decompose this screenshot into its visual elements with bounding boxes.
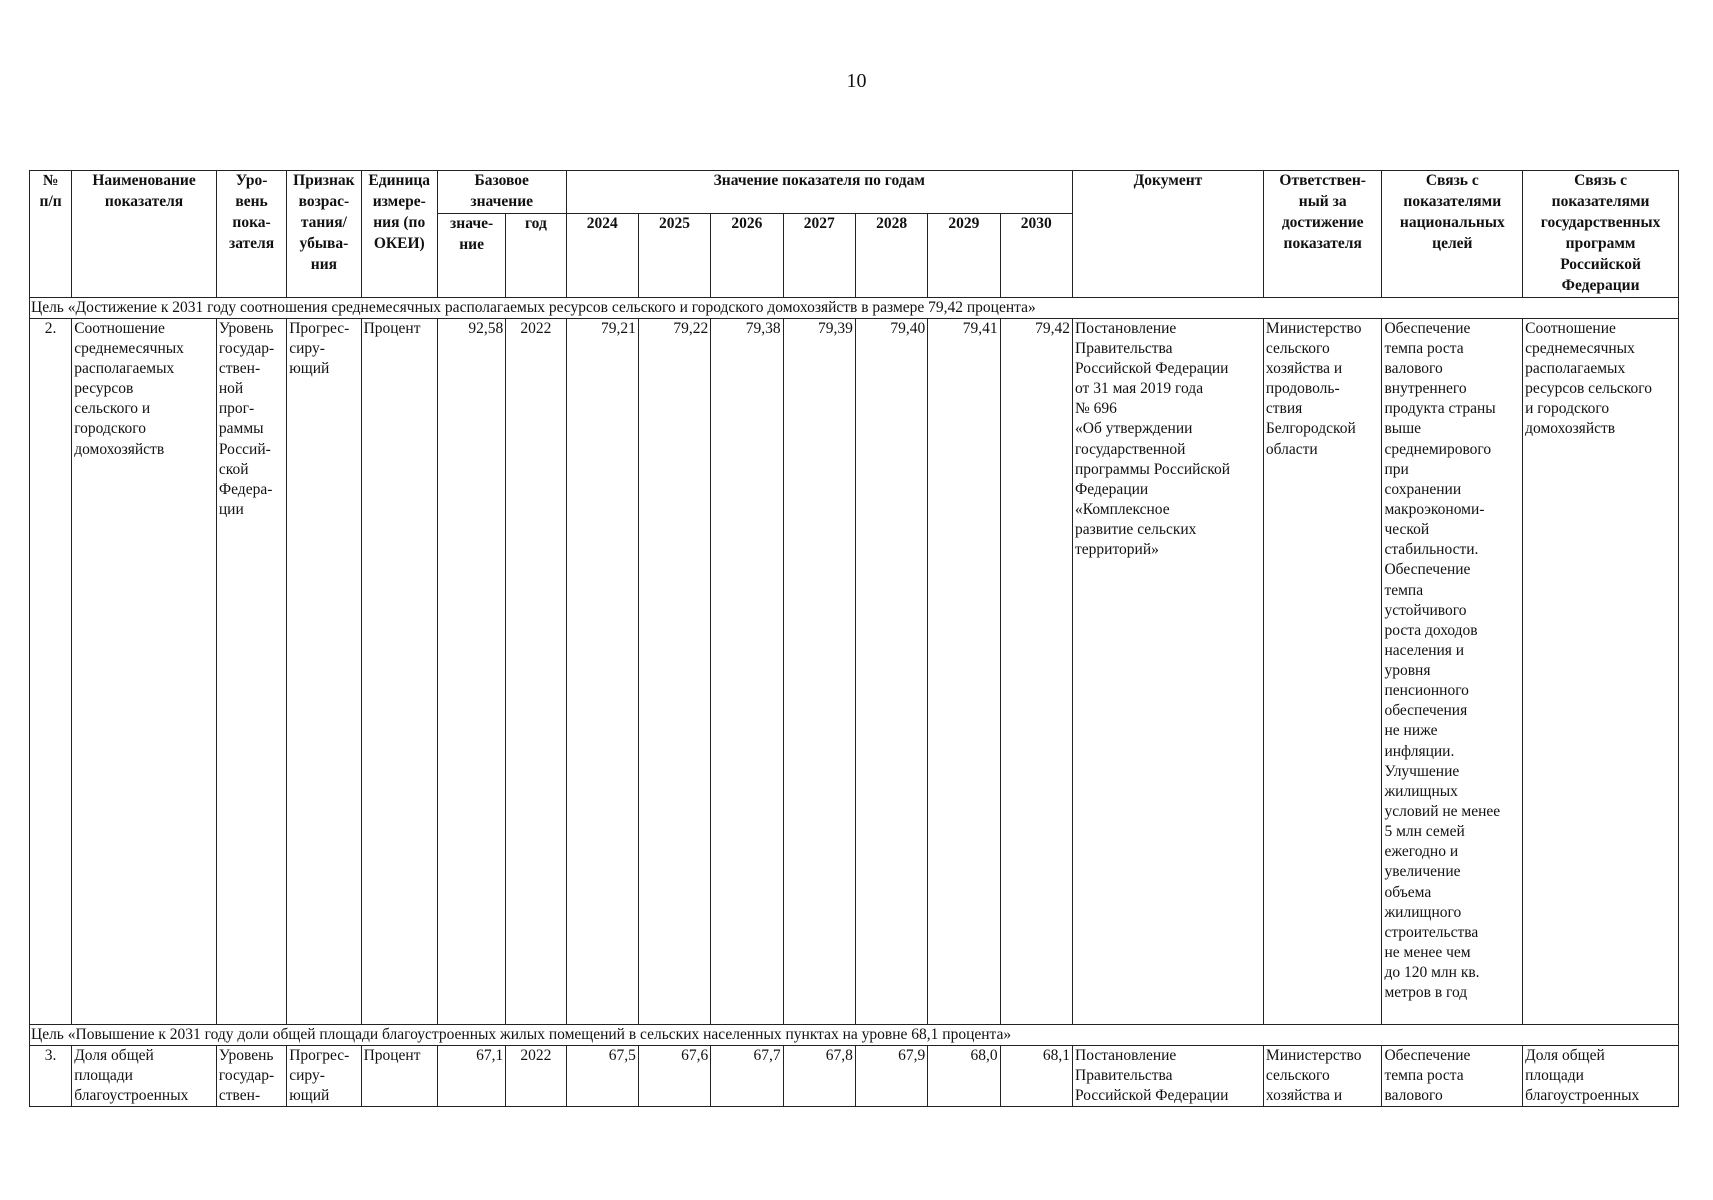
row-base-value: 92,58 xyxy=(437,318,505,1024)
row-level: Уровень государ- ствен- ной прог- раммы Россий- ской Федера- ции xyxy=(216,318,286,1024)
header-year: 2030 xyxy=(1000,214,1072,297)
header-year: 2026 xyxy=(711,214,783,297)
goal-text: Цель «Достижение к 2031 году соотношения среднемесячных располагаемых ресурсов сельского и городского домохозяйств в размере 79,42 процента» xyxy=(30,297,1679,318)
header-year: 2025 xyxy=(638,214,710,297)
row-name: Соотношение среднемесячных располагаемых ресурсов сельского и городского домохозяйств xyxy=(72,318,217,1024)
row-value: 67,6 xyxy=(638,1045,710,1106)
row-trend: Прогрес- сиру- ющий xyxy=(287,1045,361,1106)
row-value: 67,9 xyxy=(855,1045,927,1106)
header-year: 2028 xyxy=(855,214,927,297)
row-national-goals: Обеспечение темпа роста валового xyxy=(1382,1045,1523,1106)
row-value: 79,22 xyxy=(638,318,710,1024)
header-responsible: Ответствен- ный за достижение показателя xyxy=(1263,171,1382,298)
header-year: 2027 xyxy=(783,214,855,297)
row-value: 67,5 xyxy=(566,1045,638,1106)
row-value: 79,40 xyxy=(855,318,927,1024)
table-row xyxy=(30,1045,1679,1106)
table-row xyxy=(30,318,1679,1024)
row-level: Уровень государ- ствен- xyxy=(216,1045,286,1106)
header-level: Уро- вень пока- зателя xyxy=(216,171,286,298)
header-base: Базовое значение xyxy=(437,171,566,214)
row-name: Доля общей площади благоустроенных xyxy=(72,1045,217,1106)
row-value: 79,42 xyxy=(1000,318,1072,1024)
row-state-programs: Соотношение среднемесячных располагаемых ресурсов сельского и городского домохозяйств xyxy=(1523,318,1679,1024)
goal-row xyxy=(30,1024,1679,1045)
header-years-group: Значение показателя по годам xyxy=(566,171,1072,214)
row-responsible: Министерство сельского хозяйства и xyxy=(1263,1045,1382,1106)
header-trend: Признак возрас- тания/ убыва- ния xyxy=(287,171,361,298)
row-unit: Процент xyxy=(361,318,437,1024)
row-value: 68,0 xyxy=(928,1045,1000,1106)
row-value: 79,38 xyxy=(711,318,783,1024)
row-base-year: 2022 xyxy=(506,1045,566,1106)
header-state-programs: Связь с показателями государственных программ Российской Федерации xyxy=(1523,171,1679,298)
header-name: Наименование показателя xyxy=(72,171,217,298)
row-value: 79,39 xyxy=(783,318,855,1024)
header-year: 2029 xyxy=(928,214,1000,297)
goal-text: Цель «Повышение к 2031 году доли общей площади благоустроенных жилых помещений в сельских населенных пунктах на уровне 68,1 процента» xyxy=(30,1024,1679,1045)
goal-row xyxy=(30,297,1679,318)
header-year: 2024 xyxy=(566,214,638,297)
row-state-programs: Доля общей площади благоустроенных xyxy=(1523,1045,1679,1106)
header-row-1 xyxy=(30,171,1679,214)
indicators-table xyxy=(29,170,1679,1107)
row-num: 3. xyxy=(30,1045,72,1106)
row-document: Постановление Правительства Российской Федерации xyxy=(1073,1045,1264,1106)
row-base-value: 67,1 xyxy=(437,1045,505,1106)
row-document: Постановление Правительства Российской Федерации от 31 мая 2019 года № 696 «Об утверждении государственной программы Российской Федерации «Комплексное развитие сельских территорий» xyxy=(1073,318,1264,1024)
header-base-year: год xyxy=(506,214,566,297)
row-base-year: 2022 xyxy=(506,318,566,1024)
page-number: 10 xyxy=(846,70,867,92)
row-responsible: Министерство сельского хозяйства и продоволь- ствия Белгородской области xyxy=(1263,318,1382,1024)
row-value: 79,21 xyxy=(566,318,638,1024)
header-document: Документ xyxy=(1073,171,1264,298)
row-value: 67,8 xyxy=(783,1045,855,1106)
row-value: 68,1 xyxy=(1000,1045,1072,1106)
row-national-goals: Обеспечение темпа роста валового внутреннего продукта страны выше среднемирового при сохранении макроэкономи- ческой стабильности. Обеспечение темпа устойчивого роста доходов населения и уровня пенсионного обеспечения не ниже инфляции. Улучшение жилищных условий не менее 5 млн семей ежегодно и увеличение объема жилищного строительства не менее чем до 120 млн кв. метров в год xyxy=(1382,318,1523,1024)
header-national-goals: Связь с показателями национальных целей xyxy=(1382,171,1523,298)
row-num: 2. xyxy=(30,318,72,1024)
row-unit: Процент xyxy=(361,1045,437,1106)
row-trend: Прогрес- сиру- ющий xyxy=(287,318,361,1024)
header-num: № п/п xyxy=(30,171,72,298)
header-base-value: значе- ние xyxy=(437,214,505,297)
row-value: 79,41 xyxy=(928,318,1000,1024)
header-unit: Единица измере- ния (по ОКЕИ) xyxy=(361,171,437,298)
row-value: 67,7 xyxy=(711,1045,783,1106)
